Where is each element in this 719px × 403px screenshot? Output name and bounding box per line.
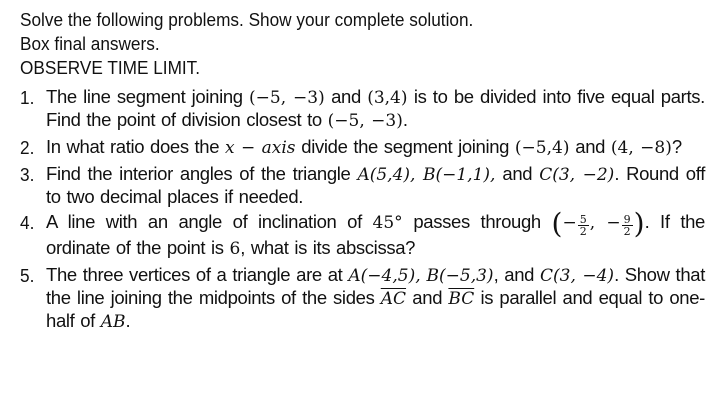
instruction-line-3: OBSERVE TIME LIMIT. bbox=[20, 57, 201, 78]
math-expression: B(−5,3) bbox=[426, 266, 494, 286]
math-expression: (3,4) bbox=[367, 88, 408, 108]
segment-label: $\overline{BC}$ bbox=[448, 289, 475, 309]
math-expression: A(−4,5), bbox=[348, 266, 421, 286]
problem-number: 5. bbox=[20, 265, 35, 286]
problem-list bbox=[20, 86, 705, 333]
math-expression: x − axis bbox=[224, 138, 296, 158]
segment-label: AB bbox=[100, 312, 126, 332]
fraction: $\frac{5}{2}$ bbox=[579, 213, 587, 238]
math-expression: (−5, −3) bbox=[327, 111, 403, 131]
segment-label: $\overline{AC}$ bbox=[380, 289, 407, 309]
problem-number: 4. bbox=[20, 212, 35, 233]
math-expression: 45° bbox=[372, 213, 403, 233]
problem-number: 3. bbox=[20, 164, 35, 185]
point-expression: (− $\frac{5}{2}$ , − $\frac{9}{2}$ ) bbox=[551, 207, 645, 240]
problem-text: The line segment joining (−5, −3) and (3,4) is to be divided into five equal parts. Find the point of division closest to (−5, −3). bbox=[46, 86, 705, 131]
problem-text: A line with an angle of inclination of 45° passes through (− $\frac{5}{2}$ , − $\frac{9}{2}$ ). If the ordinate of the point is 6, what is its abscissa? bbox=[46, 207, 705, 259]
problem-1 bbox=[20, 86, 705, 132]
problem-text: The three vertices of a triangle are at A(−4,5), B(−5,3), and C(3, −4). Show that the line joining the midpoints of the sides $\overline{AC}$ and $\overline{BC}$ is parallel and equal to one-half of AB. bbox=[46, 264, 705, 332]
fraction: $\frac{9}{2}$ bbox=[623, 213, 631, 238]
math-expression: (4, −8) bbox=[610, 138, 672, 158]
problem-5 bbox=[20, 264, 705, 333]
instruction-line-2: Box final answers. bbox=[20, 33, 160, 54]
math-expression: 6 bbox=[229, 239, 241, 259]
problem-text: In what ratio does the x − axis divide the segment joining (−5,4) and (4, −8)? bbox=[46, 136, 682, 158]
math-expression: (−5,4) bbox=[514, 138, 570, 158]
problem-number: 1. bbox=[20, 87, 35, 108]
problem-number: 2. bbox=[20, 137, 35, 158]
math-expression: C(3, −2) bbox=[539, 165, 615, 185]
instruction-line-1: Solve the following problems. Show your complete solution. bbox=[20, 9, 474, 30]
problem-3 bbox=[20, 163, 705, 207]
math-expression: (−5, −3) bbox=[249, 88, 325, 108]
problem-text: Find the interior angles of the triangle A(5,4), B(−1,1), and C(3, −2). Round off to two decimal places if needed. bbox=[46, 163, 705, 207]
problem-2 bbox=[20, 136, 705, 159]
problem-4 bbox=[20, 207, 705, 260]
math-expression: C(3, −4) bbox=[539, 266, 615, 286]
math-expression: A(5,4), B(−1,1), bbox=[357, 165, 496, 185]
